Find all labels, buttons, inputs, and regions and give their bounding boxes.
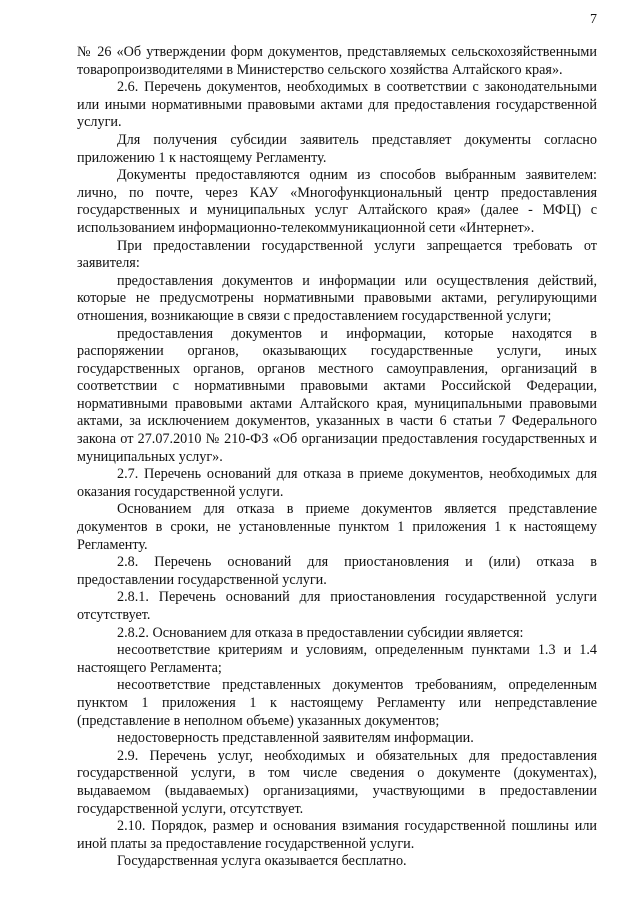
document-body — [77, 44, 597, 871]
paragraph: Государственная услуга оказывается бесплатно. — [117, 853, 407, 870]
paragraph: 2.8. Перечень оснований для приостановления и (или) отказа в предоставлении государственной услуги. — [77, 554, 597, 588]
paragraph: При предоставлении государственной услуги запрещается требовать от заявителя: — [77, 237, 597, 272]
paragraph: 2.8.2. Основанием для отказа в предоставлении субсидии является: — [117, 624, 524, 641]
paragraph: недостоверность представленной заявителям информации. — [117, 730, 474, 747]
paragraph: 2.7. Перечень оснований для отказа в приеме документов, необходимых для оказания государственной услуги. — [77, 466, 597, 500]
paragraph: Для получения субсидии заявитель представляет документы согласно приложению 1 к настоящему Регламенту. — [77, 131, 597, 166]
paragraph: предоставления документов и информации или осуществления действий, которые не предусмотрены нормативными правовыми актами, регулирующими отношения, возникающие в связи с предоставлением государственной услуги; — [77, 272, 597, 324]
paragraph: 2.6. Перечень документов, необходимых в соответствии с законодательными или иными нормативными правовыми актами для предоставления государственной услуги. — [77, 79, 597, 131]
paragraph: 2.10. Порядок, размер и основания взимания государственной пошлины или иной платы за предоставление государственной услуги. — [77, 818, 597, 852]
paragraph: несоответствие представленных документов требованиям, определенным пунктом 1 приложения 1 к настоящему Регламенту или непредставление (представление в неполном объеме) указанных документов; — [77, 677, 597, 729]
paragraph: несоответствие критериям и условиям, определенным пунктами 1.3 и 1.4 настоящего Регламента; — [77, 642, 597, 676]
paragraph: 2.8.1. Перечень оснований для приостановления государственной услуги отсутствует. — [77, 589, 597, 623]
paragraph: Документы предоставляются одним из способов выбранным заявителем: лично, по почте, через КАУ «Многофункциональный центр предоставления государственных и муниципальных услуг Алтайского края» (далее - МФЦ) с использованием информационно-телекоммуникационной сети «Интернет». — [77, 167, 597, 236]
paragraph: 2.9. Перечень услуг, необходимых и обязательных для предоставления государственной услуги, в том числе сведения о документе (документах), выдаваемом (выдаваемых) организациями, участвующими в предоставлении государственной услуги, отсутствует. — [77, 747, 597, 817]
paragraph: Основанием для отказа в приеме документов является представление документов в сроки, не установленные пунктом 1 приложения 1 к настоящему Регламенту. — [77, 501, 597, 553]
paragraph: предоставления документов и информации, которые находятся в распоряжении органов, оказывающих государственные услуги, иных государственных органов, органов местного самоуправления, организаций в соответствии с нормативными правовыми актами Российской Федерации, нормативными правовыми актами Алтайского края, муниципальными правовыми актами, за исключением документов, указанных в части 6 статьи 7 Федерального закона от 27.07.2010 № 210-ФЗ «Об организации предоставления государственных и муниципальных услуг». — [77, 325, 597, 465]
paragraph: № 26 «Об утверждении форм документов, представляемых сельскохозяйственными товаропроизводителями в Министерство сельского хозяйства Алтайского края». — [77, 44, 597, 78]
page-number: 7 — [590, 12, 597, 27]
